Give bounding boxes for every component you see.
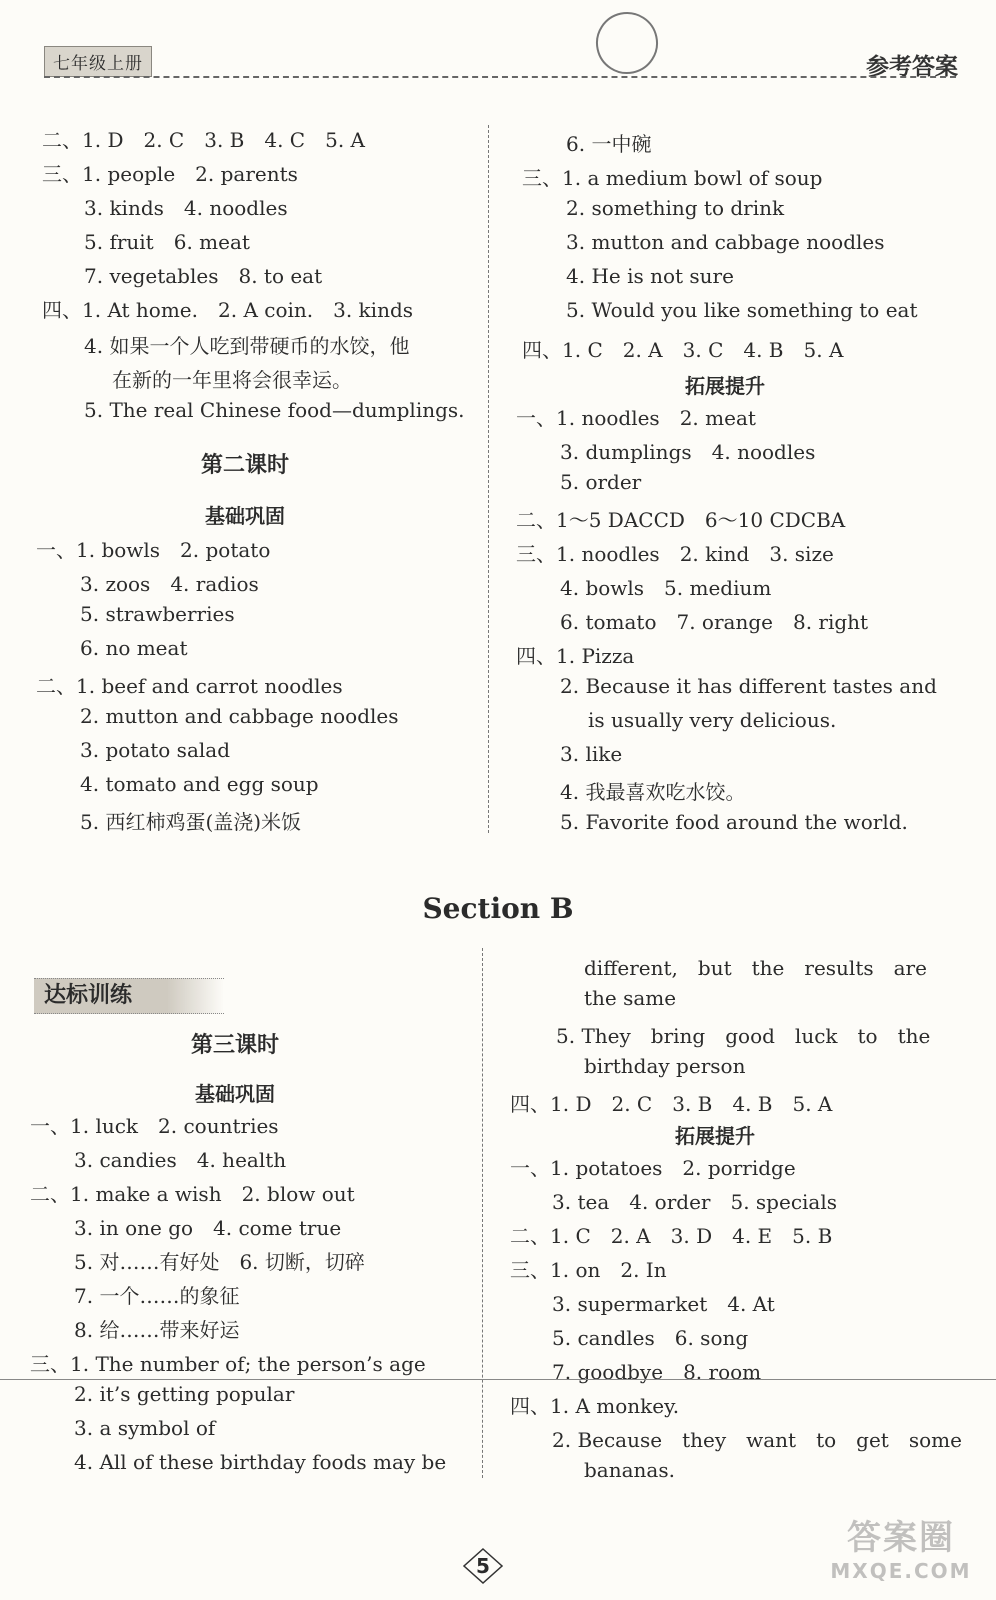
header-divider [44,76,956,78]
answer-line: 一、1. potatoes 2. porridge [510,1156,796,1180]
answer-line: 5. strawberries [80,602,235,626]
column-divider-bottom [482,948,483,1478]
answer-line: 3. a symbol of [74,1416,216,1440]
answer-line: 6. tomato 7. orange 8. right [560,610,869,634]
answer-line: 6. 一中碗 [566,132,652,156]
subsection-heading: 基础巩固 [205,504,285,528]
answer-line: 一、1. noodles 2. meat [516,406,756,430]
page-title: 参考答案 [866,54,958,80]
practice-banner: 达标训练 [34,978,224,1014]
answer-line: 四、1. C 2. A 3. C 4. B 5. A [522,338,844,362]
answer-line: 3. in one go 4. come true [74,1216,342,1240]
answer-line: 4. tomato and egg soup [80,772,319,796]
page-number [463,1548,503,1584]
answer-line: 3. kinds 4. noodles [84,196,288,220]
answer-line: 5. Would you like something to eat [566,298,918,322]
answer-line: 5. The real Chinese food—dumplings. [84,398,465,422]
watermark [826,1510,976,1590]
answer-line: 3. supermarket 4. At [552,1292,775,1316]
answer-line: 三、1. on 2. In [510,1258,667,1282]
answer-line: 二、1. D 2. C 3. B 4. C 5. A [42,128,365,152]
subsection-heading: 基础巩固 [195,1082,275,1106]
grade-tag: 七年级上册 [44,46,152,77]
section-title: Section B [422,892,574,925]
answer-line: 三、1. The number of; the person’s age [30,1352,426,1376]
answer-line: 3. zoos 4. radios [80,572,259,596]
answer-line: bananas. [584,1458,675,1482]
answer-line: 二、1. C 2. A 3. D 4. E 5. B [510,1224,833,1248]
answer-line: 5. Favorite food around the world. [560,810,908,834]
answer-line: 4. 我最喜欢吃水饺。 [560,780,746,804]
page-number-text: 5 [476,1554,490,1578]
lesson-heading: 第三课时 [190,1033,279,1058]
answer-line: different, but the results are [584,956,927,980]
answer-line: 5. candles 6. song [552,1326,749,1350]
answer-line: 4. He is not sure [566,264,734,288]
answer-line: 3. like [560,742,623,766]
answer-line: 3. tea 4. order 5. specials [552,1190,837,1214]
answer-line: 8. 给……带来好运 [74,1318,240,1342]
answer-line: 7. vegetables 8. to eat [84,264,323,288]
answer-line: the same [584,986,677,1010]
answer-line: 一、1. luck 2. countries [30,1114,279,1138]
answer-line: 二、1. make a wish 2. blow out [30,1182,355,1206]
answer-line: 5. fruit 6. meat [84,230,250,254]
subsection-heading: 拓展提升 [675,1124,755,1148]
answer-line: 7. goodbye 8. room [552,1360,762,1384]
answer-line: 3. dumplings 4. noodles [560,440,816,464]
answer-line: is usually very delicious. [588,708,837,732]
answer-line: 5. They bring good luck to the [556,1024,931,1048]
stamp-seal [590,6,664,80]
answer-line: 四、1. At home. 2. A coin. 3. kinds [42,298,414,322]
answer-line: 三、1. a medium bowl of soup [522,166,823,190]
watermark-line2: MXQE.COM [830,1559,972,1583]
answer-line: 5. 西红柿鸡蛋(盖浇)米饭 [80,810,302,834]
page-rule [0,1379,996,1380]
answer-line: 4. bowls 5. medium [560,576,772,600]
answer-line: 6. no meat [80,636,188,660]
answer-line: 3. potato salad [80,738,230,762]
answer-line: 5. 对……有好处 6. 切断，切碎 [74,1250,365,1274]
answer-line: 在新的一年里将会很幸运。 [112,368,352,392]
watermark-line1: 答案圈 [847,1518,955,1558]
lesson-heading: 第二课时 [200,453,289,478]
answer-line: 二、1～5 DACCD 6～10 CDCBA [516,508,846,532]
answer-line: 2. something to drink [566,196,785,220]
answer-line: 2. Because it has different tastes and [560,674,937,698]
answer-line: 三、1. noodles 2. kind 3. size [516,542,834,566]
answer-line: birthday person [584,1054,746,1078]
answer-line: 2. mutton and cabbage noodles [80,704,399,728]
answer-line: 2. it’s getting popular [74,1382,295,1406]
answer-line: 4. All of these birthday foods may be [74,1450,447,1474]
answer-line: 3. mutton and cabbage noodles [566,230,885,254]
answer-line: 5. order [560,470,642,494]
column-divider-top [488,125,489,833]
answer-line: 四、1. Pizza [516,644,635,668]
answer-line: 3. candies 4. health [74,1148,287,1172]
answer-line: 四、1. A monkey. [510,1394,680,1418]
answer-line: 三、1. people 2. parents [42,162,298,186]
answer-line: 7. 一个……的象征 [74,1284,240,1308]
subsection-heading: 拓展提升 [685,374,765,398]
answer-line: 2. Because they want to get some [552,1428,962,1452]
answer-line: 4. 如果一个人吃到带硬币的水饺，他 [84,334,410,358]
answer-line: 四、1. D 2. C 3. B 4. B 5. A [510,1092,833,1116]
answer-line: 二、1. beef and carrot noodles [36,674,343,698]
answer-line: 一、1. bowls 2. potato [36,538,271,562]
